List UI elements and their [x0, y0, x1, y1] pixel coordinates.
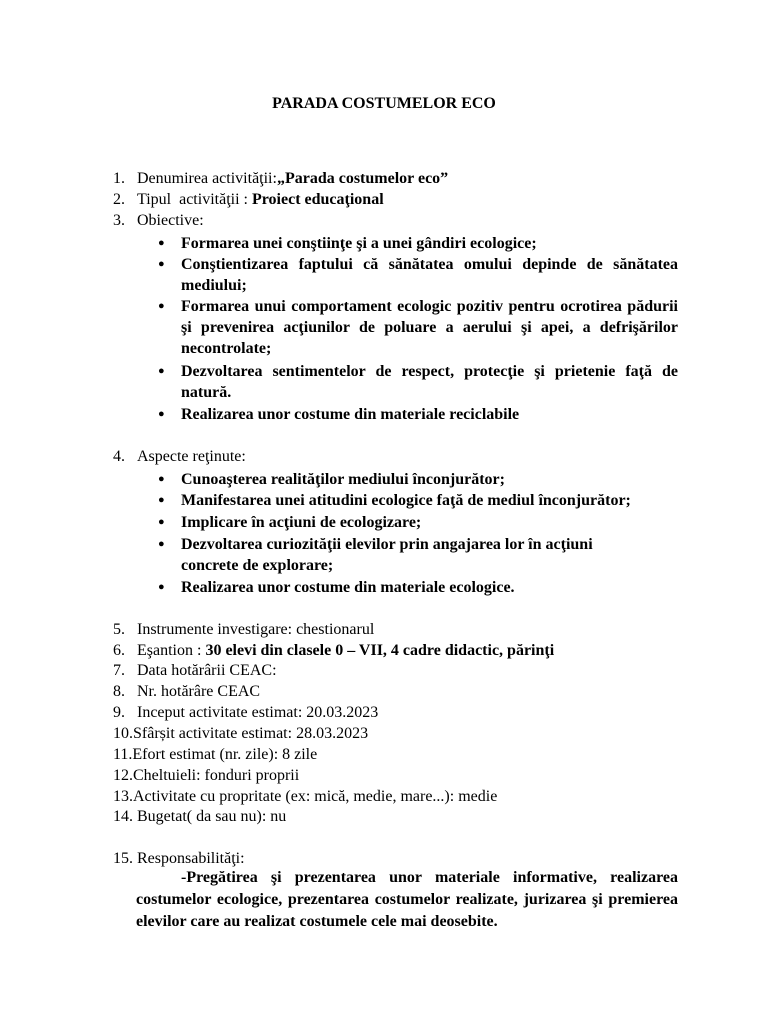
item-responsibilities: [113, 848, 245, 869]
aspect-item: Dezvoltarea curiozităţii elevilor prin angajarea lor în acţiuni concrete de explorare;: [181, 536, 593, 574]
item-number: 10.: [113, 725, 133, 742]
item-label: Obiective:: [137, 212, 204, 229]
item-label: Responsabilităţi:: [137, 850, 245, 867]
item-ceac-date: [113, 660, 277, 681]
item-number: 11.: [113, 746, 133, 763]
responsibilities-text: -Pregătirea şi prezentarea unor materiale informative, realizarea costumelor ecologice, prezentarea costumelor realizate, jurizarea şi premierea elevilor care au realizat costumele cele mai deosebite.: [136, 869, 678, 930]
bullet-icon: ●: [158, 237, 165, 249]
item-label: Cheltuieli: fonduri proprii: [133, 767, 300, 784]
item-label: Aspecte reţinute:: [137, 448, 246, 465]
item-costs: [113, 765, 299, 786]
aspect-item: Manifestarea unei atitudini ecologice faţă de mediul înconjurător;: [181, 492, 631, 509]
item-number: 5.: [113, 621, 125, 638]
item-budgeted: [113, 806, 286, 827]
objective-item: Realizarea unor costume din materiale reciclabile: [181, 406, 520, 423]
bullet-icon: ●: [158, 581, 165, 593]
item-objectives: [113, 210, 204, 231]
item-value: Proiect educaţional: [251, 191, 384, 208]
item-label: Activitate cu propritate (ex: mică, medie, mare...): medie: [133, 788, 498, 805]
item-number: 8.: [113, 683, 125, 700]
item-number: 6.: [113, 642, 125, 659]
item-number: 4.: [113, 448, 125, 465]
bullet-icon: ●: [158, 516, 165, 528]
aspect-item: Cunoaşterea realităţilor mediului înconjurător;: [181, 471, 505, 488]
item-number: 7.: [113, 662, 125, 679]
bullet-icon: ●: [158, 473, 165, 485]
item-value: 30 elevi din clasele 0 – VII, 4 cadre didactic, părinţi: [205, 642, 555, 659]
objective-item: Formarea unui comportament ecologic pozitiv pentru ocrotirea pădurii şi prevenirea acţiunilor de poluare a aerului şi apei, a defrişărilor necontrolate;: [181, 298, 678, 357]
item-label: Tipul activităţii :: [137, 191, 252, 208]
item-number: 1.: [113, 170, 125, 187]
item-number: 14.: [113, 808, 133, 825]
item-label: Instrumente investigare: chestionarul: [137, 621, 375, 638]
aspect-item: Realizarea unor costume din materiale ecologice.: [181, 579, 515, 596]
item-number: 3.: [113, 212, 125, 229]
item-label: Bugetat( da sau nu): nu: [137, 808, 287, 825]
aspect-item: Implicare în acţiuni de ecologizare;: [181, 514, 422, 531]
item-number: 13.: [113, 788, 133, 805]
item-effort: [113, 744, 317, 765]
objective-item: Dezvoltarea sentimentelor de respect, protecţie şi prietenie faţă de natură.: [181, 363, 678, 401]
item-end-date: [113, 723, 368, 744]
bullet-icon: ●: [158, 494, 165, 506]
bullet-icon: ●: [158, 408, 165, 420]
item-number: 2.: [113, 191, 125, 208]
item-number: 12.: [113, 767, 133, 784]
objective-item: Formarea unei conştiinţe şi a unei gândiri ecologice;: [181, 235, 537, 252]
item-activity-type: [113, 189, 384, 210]
item-priority: [113, 786, 497, 807]
bullet-icon: ●: [158, 365, 165, 377]
item-label: Eşantion :: [137, 642, 206, 659]
item-label: Sfârșit activitate estimat: 28.03.2023: [133, 725, 369, 742]
bullet-icon: ●: [158, 300, 165, 312]
item-label: Inceput activitate estimat: 20.03.2023: [137, 704, 379, 721]
objective-item: Conştientizarea faptului că sănătatea omului depinde de sănătatea mediului;: [181, 256, 678, 294]
item-label: Efort estimat (nr. zile): 8 zile: [132, 746, 318, 763]
item-number: 15.: [113, 850, 133, 867]
page-title: PARADA COSTUMELOR ECO: [272, 95, 496, 112]
item-aspects: [113, 446, 246, 467]
item-start-date: [113, 702, 378, 723]
bullet-icon: ●: [158, 538, 165, 550]
item-label: Nr. hotărâre CEAC: [137, 683, 261, 700]
bullet-icon: ●: [158, 258, 165, 270]
item-label: Denumirea activităţii:: [137, 170, 277, 187]
item-sample: [113, 640, 554, 661]
item-instruments: [113, 619, 374, 640]
item-ceac-number: [113, 681, 260, 702]
item-label: Data hotărârii CEAC:: [137, 662, 277, 679]
item-activity-name: [113, 168, 448, 189]
item-number: 9.: [113, 704, 125, 721]
item-value: „Parada costumelor eco”: [276, 170, 449, 187]
